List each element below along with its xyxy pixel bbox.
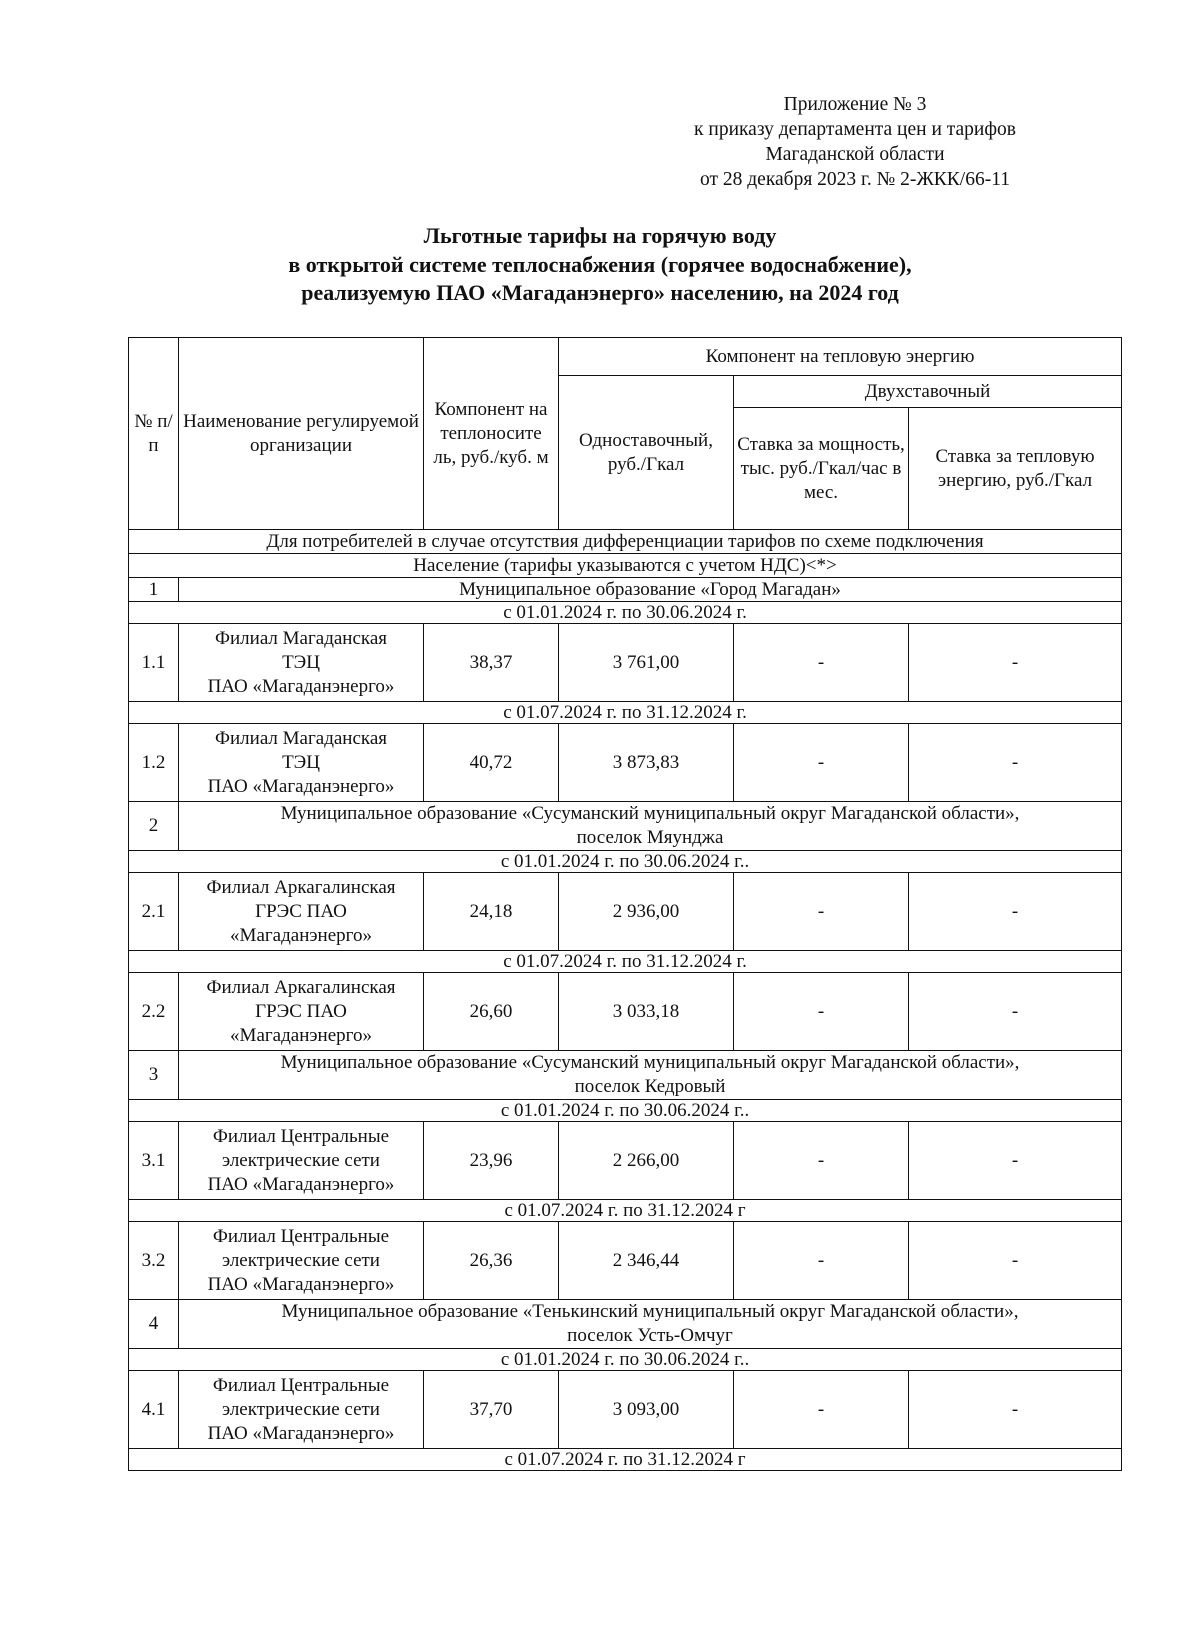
- single-rate-value: 3 873,83: [559, 724, 734, 802]
- carrier-value: 26,36: [424, 1222, 559, 1300]
- row-number: 3.1: [129, 1122, 179, 1200]
- tariff-table: [128, 337, 1122, 1471]
- carrier-value: 38,37: [424, 624, 559, 702]
- power-rate-value: -: [734, 1371, 909, 1449]
- header-heat: Ставка за тепловую энергию, руб./Гкал: [909, 408, 1122, 530]
- heat-rate-value: -: [909, 1122, 1122, 1200]
- heat-rate-value: -: [909, 873, 1122, 951]
- org-name-line: ГРЭС ПАО: [255, 900, 347, 922]
- section-row: [129, 554, 1122, 578]
- carrier-value: 24,18: [424, 873, 559, 951]
- org-name-line: ПАО «Магаданэнерго»: [207, 1273, 395, 1295]
- org-name-line: ПАО «Магаданэнерго»: [207, 775, 395, 797]
- section-row: [129, 530, 1122, 554]
- period-row: [129, 1449, 1122, 1471]
- power-rate-value: -: [734, 724, 909, 802]
- org-name: [179, 1371, 424, 1449]
- municipality-line: Муниципальное образование «Сусуманский муниципальный округ Магаданской области»,: [280, 1052, 1020, 1073]
- period-label: с 01.07.2024 г. по 31.12.2024 г: [129, 1449, 1122, 1471]
- table-row: [129, 1122, 1122, 1200]
- row-number: 2.1: [129, 873, 179, 951]
- row-number: 1.2: [129, 724, 179, 802]
- power-rate-value: -: [734, 1222, 909, 1300]
- document-title: [0, 222, 1200, 308]
- org-name-line: ТЭЦ: [282, 651, 320, 673]
- org-name: [179, 1122, 424, 1200]
- heat-rate-value: -: [909, 973, 1122, 1051]
- section-label: Население (тарифы указываются с учетом НДС)<*>: [129, 554, 1122, 578]
- municipality-row: [129, 1051, 1122, 1100]
- header-two-part: Двухставочный: [734, 376, 1122, 408]
- single-rate-value: 3 093,00: [559, 1371, 734, 1449]
- org-name-line: Филиал Центральные: [212, 1225, 390, 1247]
- org-name: [179, 873, 424, 951]
- header-energy: Компонент на тепловую энергию: [559, 338, 1122, 376]
- section-label: Для потребителей в случае отсутствия дифференциации тарифов по схеме подключения: [129, 530, 1122, 554]
- appendix-line: Приложение № 3: [783, 94, 927, 115]
- power-rate-value: -: [734, 1122, 909, 1200]
- group-number: 1: [129, 578, 179, 602]
- municipality-row: [129, 802, 1122, 851]
- period-row: [129, 1349, 1122, 1371]
- period-row: [129, 1200, 1122, 1222]
- heat-rate-value: -: [909, 1371, 1122, 1449]
- org-name: [179, 973, 424, 1051]
- single-rate-value: 2 346,44: [559, 1222, 734, 1300]
- header-org: Наименование регулируемой организации: [179, 338, 424, 530]
- org-name-line: ПАО «Магаданэнерго»: [207, 1173, 395, 1195]
- carrier-value: 40,72: [424, 724, 559, 802]
- carrier-value: 26,60: [424, 973, 559, 1051]
- period-label: с 01.01.2024 г. по 30.06.2024 г..: [129, 1349, 1122, 1371]
- period-label: с 01.07.2024 г. по 31.12.2024 г: [129, 1200, 1122, 1222]
- single-rate-value: 2 266,00: [559, 1122, 734, 1200]
- header-carrier: Компонент на теплоносите ль, руб./куб. м: [424, 338, 559, 530]
- header-single: Одноставочный, руб./Гкал: [559, 376, 734, 530]
- heat-rate-value: -: [909, 724, 1122, 802]
- org-name-line: ПАО «Магаданэнерго»: [207, 675, 395, 697]
- group-number: 2: [129, 802, 179, 851]
- period-label: с 01.07.2024 г. по 31.12.2024 г.: [129, 951, 1122, 973]
- org-name-line: электрические сети: [222, 1398, 380, 1420]
- table-row: [129, 973, 1122, 1051]
- org-name-line: Филиал Центральные: [212, 1125, 390, 1147]
- title-line: в открытой системе теплоснабжения (горячее водоснабжение),: [288, 251, 912, 277]
- municipality-name: [179, 1051, 1122, 1100]
- appendix-line: Магаданской области: [765, 144, 945, 165]
- municipality-line: поселок Мяунджа: [576, 827, 724, 848]
- group-number: 4: [129, 1300, 179, 1349]
- org-name-line: ПАО «Магаданэнерго»: [207, 1422, 395, 1444]
- table-row: [129, 624, 1122, 702]
- org-name: [179, 1222, 424, 1300]
- org-name-line: Филиал Аркагалинская: [206, 976, 396, 998]
- municipality-line: поселок Кедровый: [574, 1076, 726, 1097]
- municipality-line: поселок Усть-Омчуг: [567, 1325, 733, 1346]
- single-rate-value: 3 761,00: [559, 624, 734, 702]
- municipality-name: [179, 1300, 1122, 1349]
- municipality-line: Муниципальное образование «Тенькинский муниципальный округ Магаданской области»,: [281, 1301, 1019, 1322]
- header-row: [129, 338, 1122, 376]
- power-rate-value: -: [734, 973, 909, 1051]
- period-row: [129, 851, 1122, 873]
- org-name-line: электрические сети: [222, 1249, 380, 1271]
- appendix-line: от 28 декабря 2023 г. № 2-ЖКК/66-11: [699, 169, 1010, 190]
- municipality-name: Муниципальное образование «Город Магадан»: [179, 578, 1122, 602]
- org-name-line: «Магаданэнерго»: [230, 1024, 372, 1046]
- row-number: 1.1: [129, 624, 179, 702]
- title-line: Льготные тарифы на горячую воду: [423, 223, 777, 248]
- municipality-row: [129, 1300, 1122, 1349]
- carrier-value: 23,96: [424, 1122, 559, 1200]
- period-row: [129, 602, 1122, 624]
- header-power: Ставка за мощность, тыс. руб./Гкал/час в мес.: [734, 408, 909, 530]
- period-label: с 01.01.2024 г. по 30.06.2024 г.: [129, 602, 1122, 624]
- org-name-line: Филиал Центральные: [212, 1374, 390, 1396]
- single-rate-value: 2 936,00: [559, 873, 734, 951]
- heat-rate-value: -: [909, 624, 1122, 702]
- org-name: [179, 624, 424, 702]
- period-row: [129, 1100, 1122, 1122]
- row-number: 4.1: [129, 1371, 179, 1449]
- org-name-line: Филиал Магаданская: [214, 727, 388, 749]
- org-name: [179, 724, 424, 802]
- org-name-line: ГРЭС ПАО: [255, 1000, 347, 1022]
- heat-rate-value: -: [909, 1222, 1122, 1300]
- appendix-header: [645, 92, 1065, 192]
- table-row: [129, 1222, 1122, 1300]
- org-name-line: Филиал Магаданская: [214, 627, 388, 649]
- period-label: с 01.01.2024 г. по 30.06.2024 г..: [129, 1100, 1122, 1122]
- power-rate-value: -: [734, 624, 909, 702]
- municipality-row: [129, 578, 1122, 602]
- period-row: [129, 702, 1122, 724]
- row-number: 3.2: [129, 1222, 179, 1300]
- power-rate-value: -: [734, 873, 909, 951]
- single-rate-value: 3 033,18: [559, 973, 734, 1051]
- group-number: 3: [129, 1051, 179, 1100]
- org-name-line: Филиал Аркагалинская: [206, 876, 396, 898]
- org-name-line: ТЭЦ: [282, 751, 320, 773]
- org-name-line: «Магаданэнерго»: [230, 924, 372, 946]
- title-line: реализуемую ПАО «Магаданэнерго» населению, на 2024 год: [301, 280, 899, 305]
- org-name-line: электрические сети: [222, 1149, 380, 1171]
- carrier-value: 37,70: [424, 1371, 559, 1449]
- period-row: [129, 951, 1122, 973]
- table-row: [129, 1371, 1122, 1449]
- municipality-name: [179, 802, 1122, 851]
- header-num: № п/п: [129, 338, 179, 530]
- period-label: с 01.07.2024 г. по 31.12.2024 г.: [129, 702, 1122, 724]
- table-row: [129, 873, 1122, 951]
- municipality-line: Муниципальное образование «Сусуманский муниципальный округ Магаданской области»,: [280, 803, 1020, 824]
- period-label: с 01.01.2024 г. по 30.06.2024 г..: [129, 851, 1122, 873]
- table-row: [129, 724, 1122, 802]
- appendix-line: к приказу департамента цен и тарифов: [694, 119, 1016, 140]
- row-number: 2.2: [129, 973, 179, 1051]
